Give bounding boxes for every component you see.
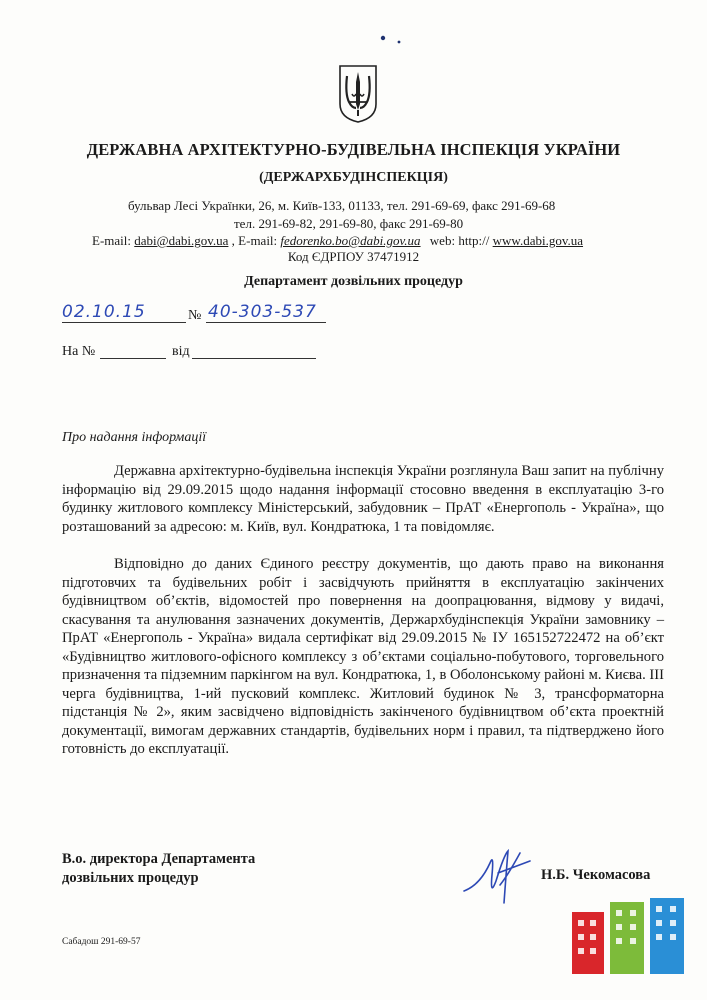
number-underline: [206, 322, 326, 323]
executor-contact: Сабадош 291-69-57: [62, 937, 141, 947]
address-line-1: бульвар Лесі Українки, 26, м. Київ-133, 01133, тел. 291-69-69, факс 291-69-68: [128, 198, 556, 213]
address-line-2: тел. 291-69-82, 291-69-80, факс 291-69-80: [234, 216, 464, 231]
position-line-2: дозвільних процедур: [62, 870, 199, 886]
signatory-name: Н.Б. Чекомасова: [541, 867, 651, 883]
watermark-logo-icon: [570, 898, 688, 976]
email-link-2[interactable]: fedorenko.bo@dabi.gov.ua: [280, 233, 421, 248]
email-label: E-mail:: [92, 233, 131, 248]
outgoing-date: 02.10.15: [62, 302, 146, 322]
signatory-position: [62, 850, 255, 888]
letter-subject: Про надання інформації: [62, 430, 207, 445]
outgoing-number: 40-303-537: [208, 302, 317, 322]
trident-coat-of-arms-icon: [337, 64, 379, 124]
email-label-2: , E-mail:: [231, 233, 278, 248]
web-link[interactable]: www.dabi.gov.ua: [492, 233, 584, 248]
org-title: ДЕРЖАВНА АРХІТЕКТУРНО-БУДІВЕЛЬНА ІНСПЕКЦІЯ УКРАЇНИ: [86, 140, 621, 159]
org-abbreviation: (ДЕРЖАРХБУДІНСПЕКЦІЯ): [259, 170, 448, 185]
contacts-line: [92, 233, 583, 249]
web-label: web: http://: [429, 233, 490, 248]
position-line-1: В.о. директора Департамента: [62, 851, 256, 867]
reference-date-blank: [192, 358, 316, 359]
date-underline: [62, 322, 186, 323]
email-link-1[interactable]: dabi@dabi.gov.ua: [134, 233, 229, 248]
body-paragraph-1: [62, 462, 664, 536]
reference-number-label: На №: [62, 344, 96, 359]
edrpou-code: Код ЄДРПОУ 37471912: [287, 249, 420, 264]
body-paragraph-2: [62, 555, 664, 759]
reference-number-blank: [100, 358, 166, 359]
department-title: Департамент дозвільних процедур: [244, 274, 463, 289]
number-sign: №: [188, 308, 202, 323]
scan-dots: [375, 28, 405, 48]
handwritten-signature: [460, 845, 540, 907]
paragraph-text: Державна архітектурно-будівельна інспекція України розглянула Ваш запит на публічну інформацію від 29.09.2015 щодо надання інформації стосовно введення в експлуатацію 3-го будинку житлового комплексу Міністерський, забудовник – ПрАТ «Енергополь - Україна», що розташований за адресою: м. Київ, вул. Кондратюка, 1 та повідомляє.: [62, 463, 664, 535]
paragraph-text: Відповідно до даних Єдиного реєстру документів, що дають право на виконання підготовчих та будівельних робіт і засвідчують прийняття в експлуатацію закінчених будівництвом об’єктів, відомостей про повернення на доопрацювання, відмову у видачі, скасування та анулювання зазначених документів, Держархбудінспекція України замовнику – ПрАТ «Енергополь - Україна» видала сертифікат від 29.09.2015 № ІУ 165152722472 на об’єкт «Будівництво житлового-офісного комплексу з об’єктами соціально-побутового, торговельного призначення та підземним паркінгом на вул. Кондратюка, 1, в Оболонському районі м. Києва. ІІІ черга будівництва, 1-ий пусковий комплекс. Житловий будинок № 3, трансформаторна підстанція № 2», яким засвідчено відповідність закінченого будівництвом об’єкта проектній документації, вимогам державних стандартів, будівельних норм і правил, та підтверджено його готовність до експлуатації.: [62, 556, 664, 757]
reference-date-label: від: [172, 344, 190, 359]
